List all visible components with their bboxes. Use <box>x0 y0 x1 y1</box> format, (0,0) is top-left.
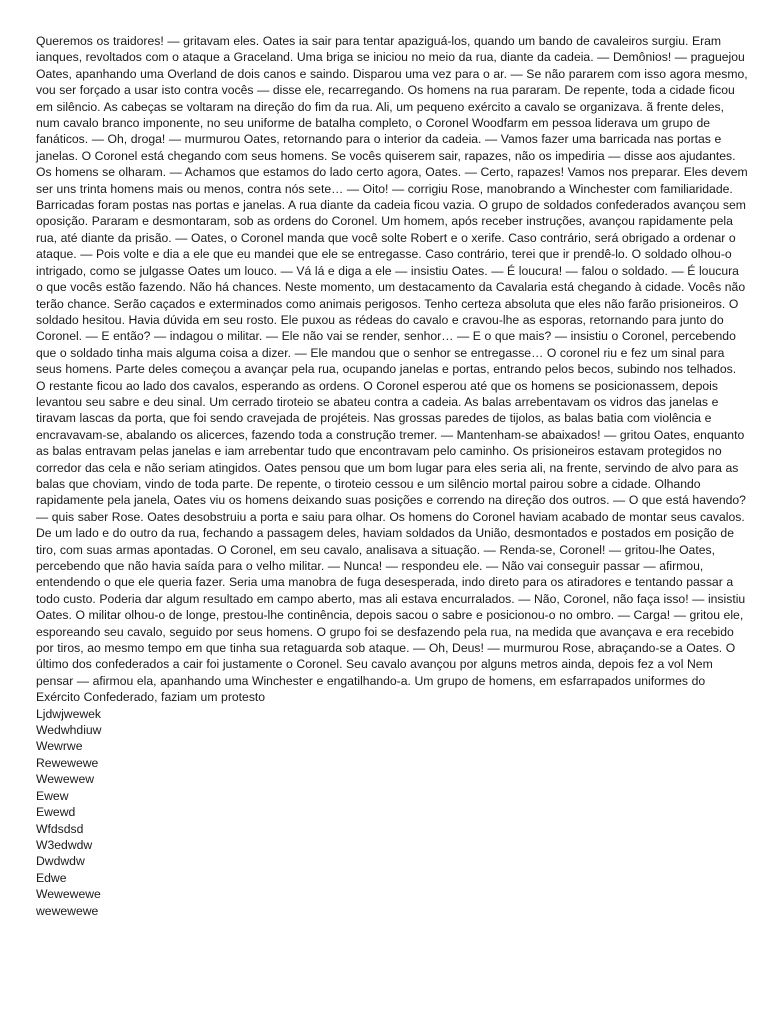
text-line: Wewewew <box>36 772 95 787</box>
text-line: Ewewd <box>36 805 76 820</box>
text-line: wewewewe <box>36 903 99 918</box>
text-line: Wedwhdiuw <box>36 723 102 738</box>
text-line: Wfdsdsd <box>36 821 84 836</box>
text-line: Ewew <box>36 788 69 803</box>
document-page <box>36 33 748 919</box>
text-line: Wewrwe <box>36 739 83 754</box>
text-line: Wewewewe <box>36 887 101 902</box>
text-line: Rewewewe <box>36 755 99 770</box>
line-list <box>36 706 748 919</box>
text-line: Ljdwjwewek <box>36 706 102 721</box>
text-line: W3edwdw <box>36 837 93 852</box>
text-line: Dwdwdw <box>36 854 85 869</box>
body-paragraph: Queremos os traidores! — gritavam eles. Oates ia sair para tentar apaziguá-los, quando um bando de cavaleiros surgiu. Eram ianques, revoltados com o ataque a Graceland. Uma briga se iniciou no meio da rua, diante da cadeia. — Demônios! — praguejou Oates, apanhando uma Overland de dois canos e saindo. Disparou uma vez para o ar. — Se não pararem com isso agora mesmo, vou ser forçado a usar isto contra vocês — disse ele, recarregando. Os homens na rua pararam. De repente, toda a cidade ficou em silêncio. As cabeças se voltaram na direção do fim da rua. Ali, um pequeno exército a cavalo se organizava. ã frente deles, num cavalo branco imponente, no seu uniforme de batalha completo, o Coronel Woodfarm em pessoa liderava um grupo de fanáticos. — Oh, droga! — murmurou Oates, retornando para o interior da cadeia. — Vamos fazer uma barricada nas portas e janelas. O Coronel está chegando com seus homens. Se vocês quiserem sair, rapazes, não os impediria — disse aos ajudantes. Os homens se olharam. — Achamos que estamos do lado certo agora, Oates. — Certo, rapazes! Vamos nos preparar. Eles devem ser uns trinta homens mais ou menos, contra nós sete… — Oito! — corrigiu Rose, manobrando a Winchester com familiaridade. Barricadas foram postas nas portas e janelas. A rua diante da cadeia ficou vazia. O grupo de soldados confederados avançou sem oposição. Pararam e desmontaram, sob as ordens do Coronel. Um homem, após receber instruções, avançou rapidamente pela rua, até diante da prisão. — Oates, o Coronel manda que você solte Robert e o xerife. Caso contrário, será obrigado a ordenar o ataque. — Pois volte e dia a ele que eu mandei que ele se entregasse. Caso contrário, terei que ir prendê-lo. O soldado olhou-o intrigado, como se julgasse Oates um louco. — Vá lá e diga a ele — insistiu Oates. — É loucura! — falou o soldado. — É loucura o que vocês estão fazendo. Não há chances. Neste momento, um destacamento da Cavalaria está chegando à cidade. Vocês não terão chance. Serão caçados e exterminados como animais perigosos. Tenho certeza absoluta que eles não farão prisioneiros. O soldado hesitou. Havia dúvida em seu rosto. Ele puxou as rédeas do cavalo e cravou-lhe as esporas, retornando para junto do Coronel. — E então? — indagou o militar. — Ele não vai se render, senhor… — E o que mais? — insistiu o Coronel, percebendo que o soldado tinha mais alguma coisa a dizer. — Ele mandou que o senhor se entregasse… O coronel riu e fez um sinal para seus homens. Parte deles começou a avançar pela rua, ocupando janelas e portas, entrando pelos becos, subindo nos telhados. O restante ficou ao lado dos cavalos, esperando as ordens. O Coronel esperou até que os homens se posicionassem, depois levantou seu sabre e deu sinal. Um cerrado tiroteio se abateu contra a cadeia. As balas arrebentavam os vidros das janelas e tiravam lascas da porta, que foi sendo cravejada de projéteis. Nas grossas paredes de tijolos, as balas batia com violência e encravavam-se, abalando os alicerces, fazendo toda a construção tremer. — Mantenham-se abaixados! — gritou Oates, enquanto as balas entravam pelas janelas e iam arrebentar tudo que encontravam pelo caminho. Os prisioneiros estavam protegidos no corredor das cela e não seriam atingidos. Oates pensou que um bom lugar para eles seria ali, na frente, servindo de alvo para as balas que choviam, vindo de toda parte. De repente, o tiroteio cessou e um silêncio mortal pairou sobre a cidade. Olhando rapidamente pela janela, Oates viu os homens deixando suas posições e correndo na direção dos outros. — O que está havendo? — quis saber Rose. Oates desobstruiu a porta e saiu para olhar. Os homens do Coronel haviam acabado de montar seus cavalos. De um lado e do outro da rua, fechando a passagem deles, haviam soldados da União, desmontados e postados em posição de tiro, com suas armas apontadas. O Coronel, em seu cavalo, analisava a situação. — Renda-se, Coronel! — gritou-lhe Oates, percebendo que não havia saída para o velho militar. — Nunca! — respondeu ele. — Não vai conseguir passar — afirmou, entendendo o que ele queria fazer. Seria uma manobra de fuga desesperada, indo direto para os atiradores e tentando passar a todo custo. Poderia dar algum resultado em campo aberto, mas ali estava encurralados. — Não, Coronel, não faça isso! — insistiu Oates. O militar olhou-o de longe, prestou-lhe continência, depois sacou o sabre e posicionou-o no ombro. — Carga! — gritou ele, esporeando seu cavalo, seguido por seus homens. O grupo foi se desfazendo pela rua, na medida que avançava e era recebido por tiros, ao mesmo tempo em que tinha sua retaguarda sob ataque. — Oh, Deus! — murmurou Rose, abraçando-se a Oates. O último dos confederados a cair foi justamente o Coronel. Seu cavalo avançou por alguns metros ainda, depois fez a vol Nem pensar — afirmou ela, apanhando uma Winchester e engatilhando-a. Um grupo de homens, em esfarrapados uniformes do Exército Confederado, faziam um protesto <box>36 34 748 705</box>
text-line: Edwe <box>36 870 67 885</box>
